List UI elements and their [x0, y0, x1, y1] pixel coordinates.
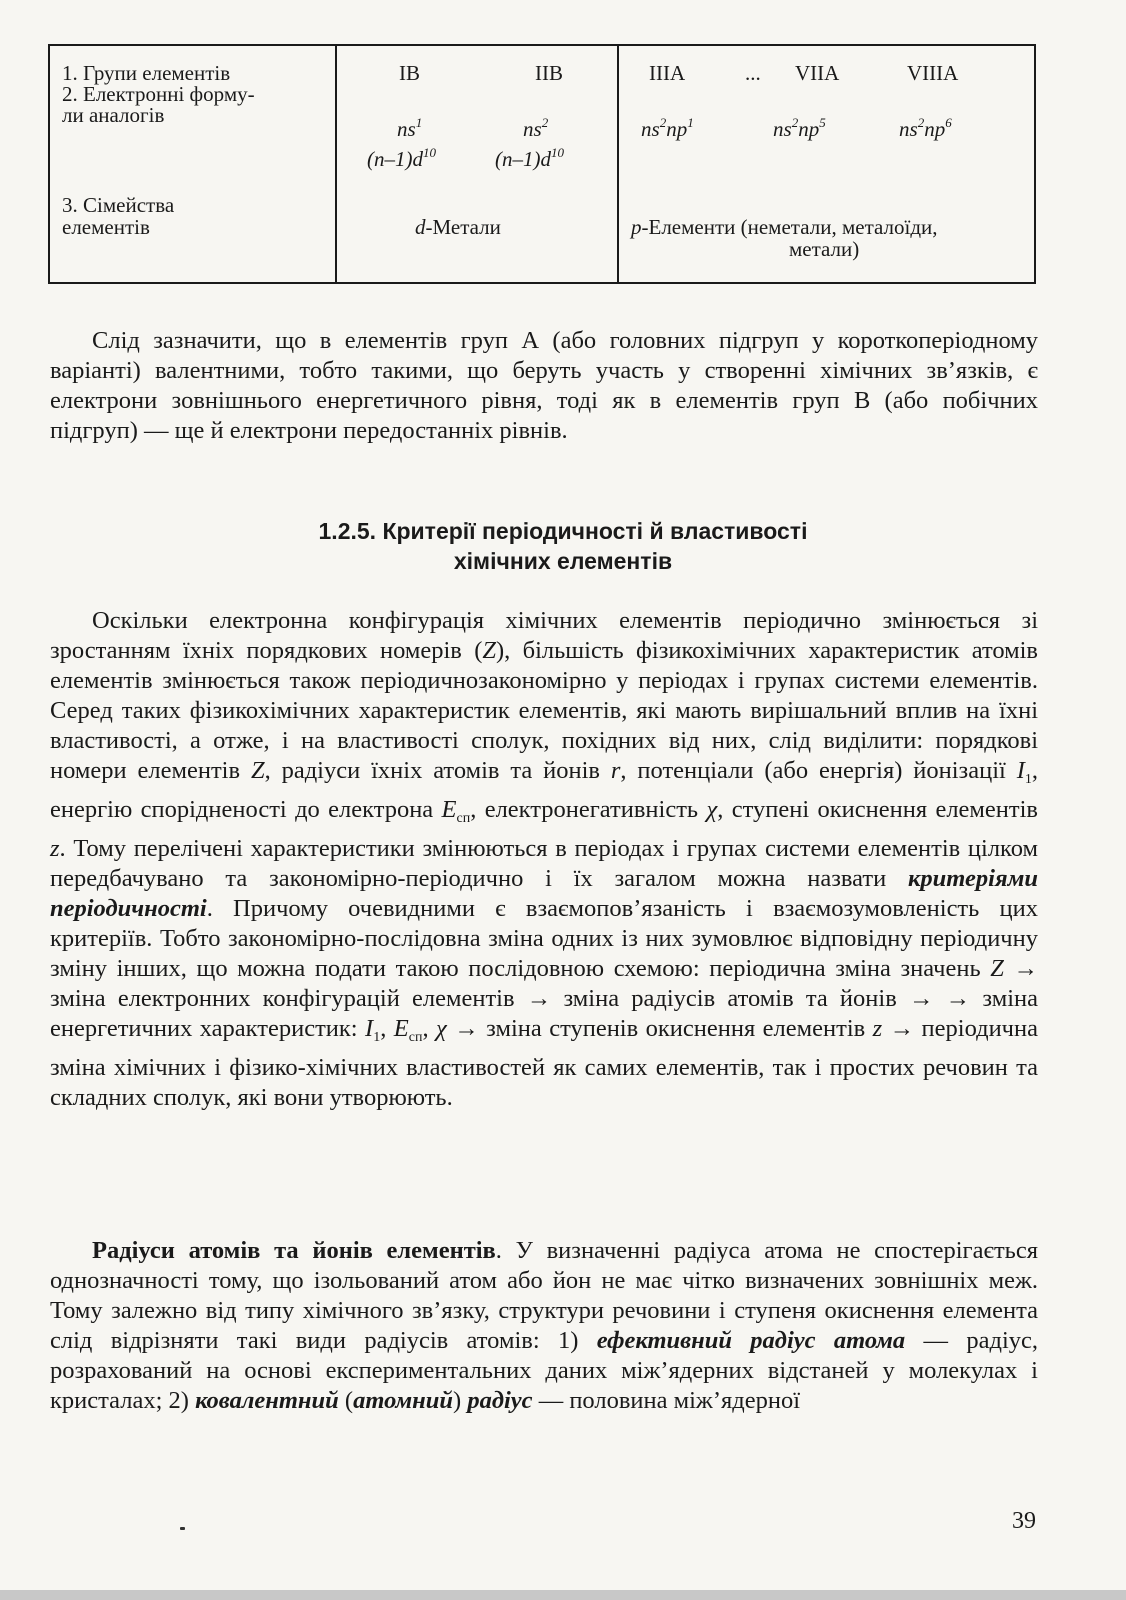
formula-iib-nd: $(n-1)d^{10}$ — [495, 145, 564, 171]
formula-iiia: $ns^2np^1$ — [641, 115, 694, 141]
row-label-families-2: елементів — [62, 215, 150, 239]
formula-ib-nd: $(n-1)d^{10}$ — [367, 145, 436, 171]
term-periodicity-criteria: критеріями періодичності — [50, 865, 1038, 922]
row-label-formulas-2: ли аналогів — [62, 103, 165, 127]
family-d-metals: d-Метали — [415, 215, 501, 239]
paragraph-atomic-radii — [50, 1236, 1038, 1416]
p-elements-column — [617, 46, 1034, 282]
group-viiia: VIIIA — [907, 61, 959, 85]
paragraph-text: Радіуси атомів та йонів елементів. У визначенні радіуса атома не спостерігається однозначності тому, що ізольований атом або йон не має чітко визначених зовнішніх меж. Тому залежно від типу хімічного зв’язку, структури речовини і ступеня окиснення елемента слід відрізняти такі види радіусів атомів: 1) ефективний радіус атома — радіус, розрахований на основі експериментальних даних між’ядерних відстаней у молекулах і кристалах; 2) ковалентний (атомний) радіус — половина між’ядерної — [50, 1237, 1038, 1414]
row-label-groups: 1. Групи елементів — [62, 61, 231, 85]
scan-edge — [0, 1590, 1126, 1600]
group-iiia: IIIA — [649, 61, 686, 85]
paragraph-text: Слід зазначити, що в елементів груп А (або головних підгруп у короткоперіодному варіанті) валентними, тобто такими, що беруть участь у створенні хімічних зв’язків, є електрони зовнішнього енергетичного рівня, тоді як в елементів груп В (або побічних підгруп) — ще й електрони передостанніх рівнів. — [50, 327, 1038, 444]
formula-viiia: $ns^2np^6$ — [899, 115, 952, 141]
scan-speck — [180, 1527, 185, 1530]
paragraph-valence-note — [50, 326, 1038, 446]
element-families-table — [48, 44, 1036, 284]
group-ellipsis: ... — [745, 61, 761, 85]
heading-line-1: 1.2.5. Критерії періодичності й властивості — [318, 518, 808, 544]
paragraph-text: Оскільки електронна конфігурація хімічних елементів періодично змінюється зі зростанням їхніх порядкових номерів (Z), більшість фізикохімічних характеристик атомів елементів змінюється також періодичнозакономірно у періодах і групах системи елементів. Серед таких фізикохімічних характеристик елементів, які мають вирішальний вплив на їхні властивості, а отже, і на властивості сполук, похідних від них, слід виділити: порядкові номери елементів Z, радіуси їхніх атомів та йонів r, потенціали (або енергія) йонізації $I_1$, енергію спорідненості до електрона $E_{сп}$, електронегативність χ, ступені окиснення елементів z. Тому перелічені характеристики змінюються в періодах і групах системи елементів цілком передбачувано та закономірно-періодично і їх загалом можна назвати критеріями періодичності. Причому очевидними є взаємопов’язаність і взаємозумовленість цих критеріїв. Тобто закономірно-послідовна зміна одних із них зумовлює відповідну періодичну зміну інших, що можна подати такою послідовною схемою: періодична зміна значень Z → зміна електронних конфігурацій елементів → зміна радіусів атомів та йонів → → зміна енергетичних характеристик: $I_1$, $E_{сп}$, χ → зміна ступенів окиснення елементів z → періодична зміна хімічних і фізико-хімічних властивостей як самих елементів, так і простих речовин та складних сполук, які вони утворюють. — [50, 607, 1039, 1111]
row-label-formulas-1: 2. Електронні форму- — [62, 82, 255, 106]
formula-ib-ns: $ns^1$ — [397, 115, 423, 141]
section-heading — [0, 516, 1126, 576]
d-metals-column — [335, 46, 619, 282]
table-label-column — [50, 46, 337, 282]
group-viia: VIIA — [795, 61, 840, 85]
group-ib: IB — [399, 61, 420, 85]
heading-line-2: хімічних елементів — [453, 548, 673, 574]
paragraph-periodicity-criteria — [50, 606, 1038, 1113]
family-p-elements-cont: метали) — [789, 237, 860, 261]
formula-viia: $ns^2np^5$ — [773, 115, 826, 141]
family-p-elements: p-Елементи (неметали, металоїди, — [631, 215, 938, 239]
paragraph-lead: Радіуси атомів та йонів елементів — [92, 1237, 496, 1264]
row-label-families-1: 3. Сімейства — [62, 193, 175, 217]
group-iib: IIB — [535, 61, 563, 85]
page-number: 39 — [1012, 1508, 1036, 1534]
formula-iib-ns: $ns^2$ — [523, 115, 549, 141]
